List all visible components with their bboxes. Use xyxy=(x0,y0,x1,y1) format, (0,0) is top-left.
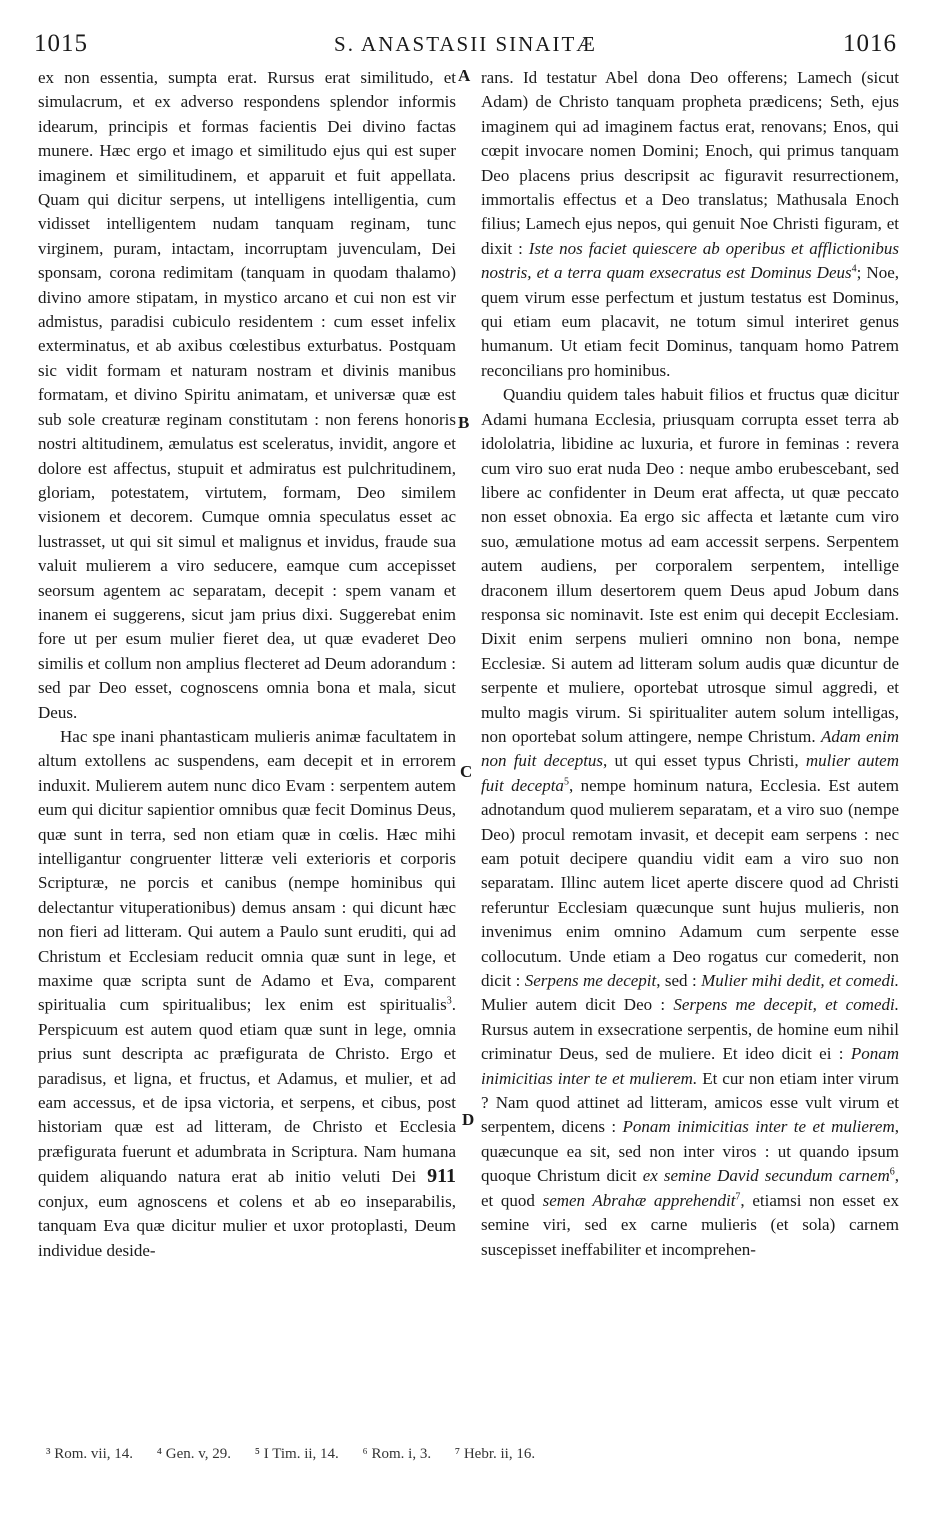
margin-marker-b: B xyxy=(458,413,470,432)
footnote: ³ Rom. vii, 14. xyxy=(46,1446,134,1462)
text: Hac spe inani phantasticam mulieris animæ facultatem in altum extollens ac suspendens, eam decepit et in errorem induxit. Mulierem autem nunc dico Evam : serpentem autem eum qui dicitur sapientior omnibus quæ fecit Dominus Deus, quæ sunt in terra, sed non etiam quæ in cœlis. Hæc mihi intelligantur congruenter litteræ veli exterioris et corporis Scripturæ, ne porcis et canibus (nempe hominibus qui delectantur vituperationibus) demus ansam : qui dicunt hæc non fieri ad litteram. Qui autem a Paulo sunt eruditi, qui ad Christum et Ecclesiam reducit omnia quæ sunt in lege, et maxime quæ scripta sunt de Adamo et Eva, comparent spiritualia cum spiritualibus; lex enim est spiritualis xyxy=(38,726,456,1015)
scripture-quote: semen Abrahæ apprehendit xyxy=(542,1190,736,1210)
text: , quæcunque ea sit, sed non inter viros : ut quando ipsum quoque Christum dicit xyxy=(481,1117,899,1186)
text: . Perspicuum est autem quod etiam quæ sunt in lege, omnia prius sunt descripta ac præfigurata de Christo. Ergo et paradisus, et ligna, et fructus, et Adamus, et mulier, et ad eam accessus, et de ipsa victoria, et serpens, et cibus, post historiam quæ est ad litteram, de Christo et Ecclesia præfigurata fuerunt et adumbrata in Scriptura. Nam humana quidem aliquando natura erat ab initio veluti Dei xyxy=(38,995,456,1187)
margin-marker-d: D xyxy=(462,1110,475,1129)
scripture-quote: Serpens me decepit, et comedi. xyxy=(673,995,899,1015)
text: , ut qui esset typus Christi, xyxy=(603,751,806,771)
right-column xyxy=(481,66,899,1262)
text: , etiamsi non esset ex semine viri, sed ex carne mulieris (et sola) carnem suscepisset ineffabiliter et incomprehen- xyxy=(481,1190,899,1259)
footnote: ⁶ Rom. i, 3. xyxy=(362,1446,432,1462)
scripture-quote: ex semine David secundum carnem xyxy=(642,1166,890,1186)
footnote-ref: 7 xyxy=(735,1191,741,1203)
footnote: ⁷ Hebr. ii, 16. xyxy=(454,1446,536,1462)
scripture-quote: Serpens me decepit xyxy=(524,971,657,991)
running-title: S. ANASTASII SINAITÆ xyxy=(334,32,597,56)
footnote-ref: 4 xyxy=(851,263,857,275)
paragraph xyxy=(38,66,456,725)
text: , nempe hominum natura, Ecclesia. Est autem adnotandum quod mulierem separatam, et a viro suo (nempe Deo) procul remotam invasit, et decepit eam serpens : nec eam potuit decipere quandiu vidit eam a viro suo non separatam. Illinc autem licet aperte discere quod ad Christi referuntur Ecclesiam quæcunque sunt hujus mulieris, non invenimus enim omnino Adamum cum serpente esse collocutum. Unde etiam a Deo rogatus cur comederit, non dicit : xyxy=(481,775,899,991)
page-number-left: 1015 xyxy=(34,30,88,57)
margin-marker-c: C xyxy=(460,762,473,781)
footnote: ⁴ Gen. v, 29. xyxy=(156,1446,232,1462)
text: , et quod xyxy=(481,1166,900,1210)
left-column xyxy=(38,66,456,1263)
scripture-quote: Ponam inimicitias inter te et mulierem. xyxy=(481,1044,899,1088)
text: conjux, eum agnoscens et colens et ab eo inseparabilis, tanquam Eva quæ dicitur mulier et uxor protoplasti, Deum individue deside- xyxy=(38,1191,456,1260)
text: ex non essentia, sumpta erat. Rursus erat similitudo, et simulacrum, et ex adverso respondens splendor informis idearum, principis et formas facientis Dei divino factas munere. Hæc ergo et imago et similitudo ejus qui est super imaginem et similitudinem, et apparuit et fuit appellata. Quam qui dicitur serpens, ut intelligens intelligentia, cum vidisset intelligentem nudam tanquam reginam, tunc virginem, puram, intactam, incorruptam juvenculam, Dei sponsam, corona redimitam (tanquam in quodam thalamo) divino amore stipatam, in mystico arcano et cui non est vir admistus, paradisi cubiculo residentem : cum esset infelix exterminatus, et ab axibus cœlestibus exturbatus. Postquam sic vidit formam et naturam nostram et divinis manibus formatam, et divino Spiritu animatam, et universæ quæ est sub sole creaturæ reginam constitutam : non ferens honoris nostri altitudinem, æmulatus est sceleratus, invidit, angore et dolore est affectus, stupuit et admiratus est pulchritudinem, gloriam, potestatem, virtutem, formam, Deo similem visionem et decorem. Cumque omnia speculatus esset ac lustrasset, ut qui sit simul et malignus et invidus, fraude sua valuit mulierem a viro seducere, eamque cum accepisset seorsum agentem ac separatam, decepit : spem vanam et inanem ei suggerens, sicut jam prius dixi. Suggerebat enim fore ut per esum mulier fieret dea, ut quæ evaderet Deo similis et collum non amplius flecteret ad Deum adorandum : sed par Deo esset, cognoscens omnia bona et mala, sicut Deus. xyxy=(38,68,456,722)
footnote: ⁵ I Tim. ii, 14. xyxy=(254,1446,339,1462)
paragraph xyxy=(481,66,899,383)
text: Quandiu quidem tales habuit filios et fructus quæ dicitur Adami humana Ecclesia, priusquam corrupta esset terra ab idololatria, libidine ac luxuria, et furore in feminas : revera cum viro suo erat nuda Deo : neque ambo erubescebant, sed libere ac confidenter in Deum erat affecta, ut quæ peccato non esset obnoxia. Ea ergo sic affecta et lætante cum viro suo, æmulatione motus ad eam accessit serpens. Serpentem autem audiens, per corporalem serpentem, intellige draconem illum desertorem quem Deus apud Jobum dans responsa sic nominavit. Iste est enim qui decepit Ecclesiam. Dixit enim serpens mulieri omnino non bona, nempe Ecclesiæ. Si autem ad litteram solum audis quæ dicuntur de serpente et muliere, oportebat utrosque simul aggredi, et multo magis virum. Si spiritualiter autem solum intelligas, non oportebat solum attingere, nempe Christum. xyxy=(481,385,899,746)
page-number-right: 1016 xyxy=(843,30,897,57)
text: Rursus autem in exsecratione serpentis, de homine eum nihil criminatur Deus, sed de muliere. Et ideo dicit ei : xyxy=(481,1019,899,1064)
scripture-quote: Ponam inimicitias inter te et mulierem xyxy=(622,1117,895,1137)
column-number: 911 xyxy=(427,1165,456,1188)
text: rans. Id testatur Abel dona Deo offerens; Lamech (sicut Adam) de Christo tanquam propheta prædicens; Seth, ejus imaginem qui ad imaginem factus erat, renovans; Enos, qui cœpit invocare nomen Domini; Enoch, qui primus tanquam Deo placens prius descripsit ac figuravit resurrectionem, immortalis effectus et a Deo translatus; Mathusala Enoch filius; Lamech ejus nepos, qui genuit Noe Christi figuram, et dixit : xyxy=(481,68,899,258)
text: ; Noe, quem virum esse perfectum et justum testatus est Dominus, qui etiam eum placavit, ne totum simul interiret genus humanum. Ut etiam fecit Dominus, tanquam homo Patrem reconcilians pro hominibus. xyxy=(481,263,899,380)
text: Et cur non etiam inter virum ? Nam quod attinet ad litteram, amicos esse vult virum et serpentem, dicens : xyxy=(481,1068,899,1137)
margin-marker-a: A xyxy=(458,66,471,85)
footnote-ref: 6 xyxy=(889,1166,895,1178)
paragraph xyxy=(481,383,899,1262)
footnote-ref: 3 xyxy=(446,995,452,1007)
paragraph xyxy=(38,725,456,1263)
footnote-ref: 5 xyxy=(563,776,569,788)
scripture-quote: Iste nos faciet quiescere ab operibus et afflictionibus nostris, et a terra quam exsecratus est Dominus Deus xyxy=(481,238,899,283)
text: Mulier autem dicit Deo : xyxy=(481,995,674,1015)
scripture-quote: Adam enim non fuit deceptus xyxy=(481,726,899,771)
page-header xyxy=(34,30,897,66)
scripture-quote: mulier autem fuit decepta xyxy=(481,751,899,795)
text: , sed : xyxy=(656,971,702,991)
footnotes xyxy=(46,1446,897,1463)
scripture-quote: Mulier mihi dedit, et comedi. xyxy=(701,971,899,991)
